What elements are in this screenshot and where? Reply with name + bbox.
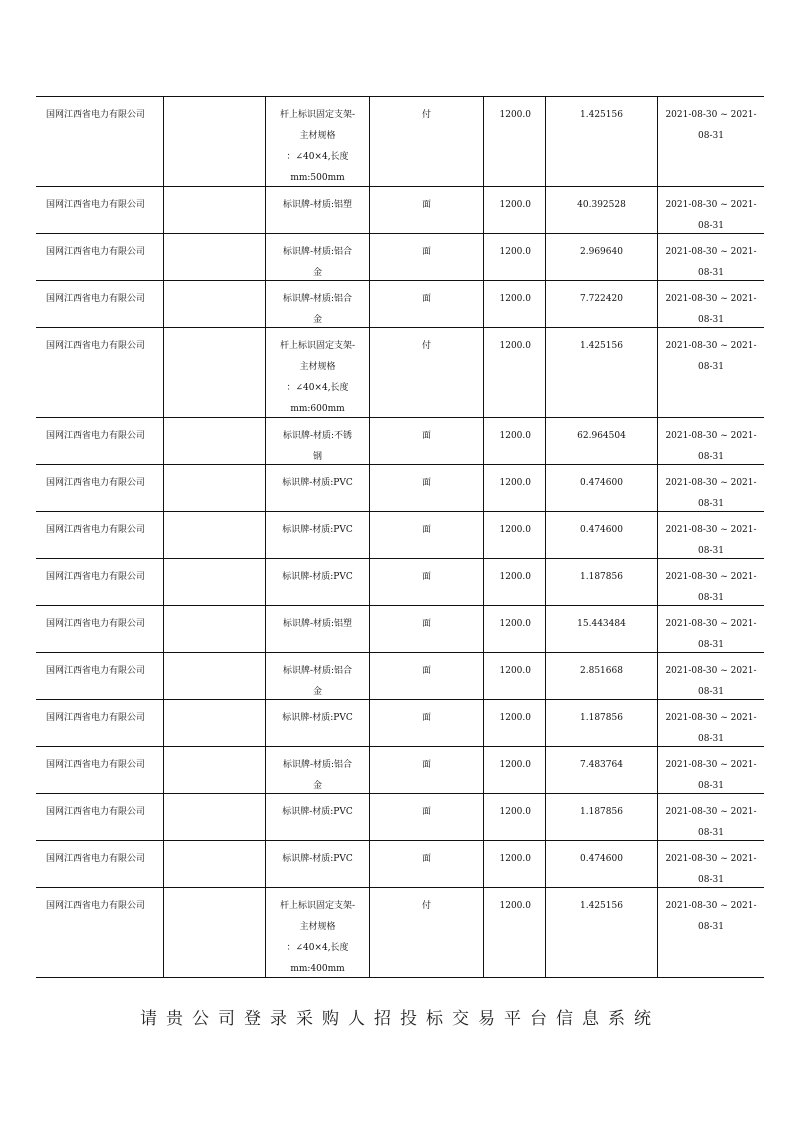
table-row [36, 465, 764, 512]
period-line: 2021-08-30 ~ 2021- [665, 901, 757, 911]
blank-cell [163, 281, 265, 327]
company-cell: 国网江西省电力有限公司 [46, 247, 146, 257]
blank-cell [163, 747, 265, 793]
material-cell [265, 653, 369, 699]
period-line: 2021-08-30 ~ 2021- [665, 200, 757, 210]
quantity-cell: 1200.0 [483, 653, 545, 699]
material-line: 杆上标识固定支架- [279, 341, 356, 351]
material-line: mm:400mm [290, 964, 345, 974]
period-line: 2021-08-30 ~ 2021- [665, 478, 757, 488]
period-cell [657, 97, 764, 186]
material-line: 金 [312, 268, 322, 278]
table-row [36, 328, 764, 418]
quantity-cell: 1200.0 [483, 794, 545, 840]
period-line: 08-31 [698, 268, 724, 278]
quantity-cell: 1200.0 [483, 234, 545, 280]
period-cell [657, 888, 764, 977]
company-cell: 国网江西省电力有限公司 [46, 341, 146, 351]
material-cell [265, 747, 369, 793]
procurement-table [36, 96, 764, 978]
quantity-cell: 1200.0 [483, 747, 545, 793]
material-cell [265, 418, 369, 464]
period-line: 08-31 [698, 593, 724, 603]
unit-cell: 面 [369, 653, 483, 699]
price-cell: 15.443484 [545, 606, 657, 652]
table-row [36, 606, 764, 653]
quantity-cell: 1200.0 [483, 559, 545, 605]
period-line: 2021-08-30 ~ 2021- [665, 431, 757, 441]
period-line: 08-31 [698, 546, 724, 556]
material-line: mm:600mm [290, 404, 345, 414]
unit-cell: 面 [369, 187, 483, 233]
table-row [36, 187, 764, 234]
material-cell [265, 97, 369, 186]
material-line: 标识牌-材质:铝合 [282, 247, 353, 257]
material-cell [265, 187, 369, 233]
material-line: 标识牌-材质:PVC [282, 572, 353, 582]
period-line: 08-31 [698, 828, 724, 838]
period-cell [657, 747, 764, 793]
unit-cell: 面 [369, 794, 483, 840]
price-cell: 40.392528 [545, 187, 657, 233]
period-line: 2021-08-30 ~ 2021- [665, 854, 757, 864]
quantity-cell: 1200.0 [483, 700, 545, 746]
company-cell: 国网江西省电力有限公司 [46, 901, 146, 911]
table-row [36, 234, 764, 281]
period-line: 2021-08-30 ~ 2021- [665, 572, 757, 582]
material-line: 标识牌-材质:PVC [282, 854, 353, 864]
unit-cell: 面 [369, 747, 483, 793]
blank-cell [163, 559, 265, 605]
period-line: 2021-08-30 ~ 2021- [665, 760, 757, 770]
price-cell: 0.474600 [545, 841, 657, 887]
footer-notice: 请贵公司登录采购人招投标交易平台信息系统 [140, 1009, 660, 1029]
material-cell [265, 281, 369, 327]
table-row [36, 281, 764, 328]
period-line: 08-31 [698, 362, 724, 372]
material-line: 标识牌-材质:PVC [282, 478, 353, 488]
table-row [36, 96, 764, 187]
unit-cell: 面 [369, 281, 483, 327]
price-cell: 7.483764 [545, 747, 657, 793]
price-cell: 1.187856 [545, 559, 657, 605]
blank-cell [163, 465, 265, 511]
material-cell [265, 328, 369, 417]
unit-cell: 面 [369, 465, 483, 511]
unit-cell: 面 [369, 700, 483, 746]
material-line: 标识牌-材质:不锈 [282, 431, 353, 441]
quantity-cell: 1200.0 [483, 187, 545, 233]
blank-cell [163, 888, 265, 977]
price-cell: 1.187856 [545, 700, 657, 746]
material-line: 主材规格 [299, 922, 336, 932]
material-line: 标识牌-材质:铝合 [282, 294, 353, 304]
period-cell [657, 328, 764, 417]
material-line: ：∠40×4,长度 [286, 383, 349, 393]
company-cell: 国网江西省电力有限公司 [46, 572, 146, 582]
unit-cell: 面 [369, 606, 483, 652]
quantity-cell: 1200.0 [483, 888, 545, 977]
price-cell: 62.964504 [545, 418, 657, 464]
period-line: 2021-08-30 ~ 2021- [665, 247, 757, 257]
blank-cell [163, 328, 265, 417]
material-line: 金 [312, 687, 322, 697]
quantity-cell: 1200.0 [483, 465, 545, 511]
blank-cell [163, 794, 265, 840]
material-cell [265, 606, 369, 652]
quantity-cell: 1200.0 [483, 512, 545, 558]
period-cell [657, 418, 764, 464]
material-line: ：∠40×4,长度 [286, 943, 349, 953]
period-cell [657, 606, 764, 652]
period-cell [657, 841, 764, 887]
period-line: 08-31 [698, 452, 724, 462]
material-cell [265, 794, 369, 840]
period-line: 08-31 [698, 499, 724, 509]
period-cell [657, 653, 764, 699]
price-cell: 0.474600 [545, 512, 657, 558]
period-cell [657, 559, 764, 605]
table-row [36, 700, 764, 747]
material-line: 杆上标识固定支架- [279, 901, 356, 911]
company-cell: 国网江西省电力有限公司 [46, 200, 146, 210]
period-line: 08-31 [698, 131, 724, 141]
quantity-cell: 1200.0 [483, 418, 545, 464]
unit-cell: 面 [369, 418, 483, 464]
material-line: 标识牌-材质:PVC [282, 713, 353, 723]
blank-cell [163, 187, 265, 233]
unit-cell: 面 [369, 559, 483, 605]
unit-cell: 付 [369, 328, 483, 417]
period-cell [657, 794, 764, 840]
material-cell [265, 888, 369, 977]
table-row [36, 653, 764, 700]
blank-cell [163, 841, 265, 887]
period-line: 08-31 [698, 781, 724, 791]
unit-cell: 付 [369, 888, 483, 977]
period-line: 2021-08-30 ~ 2021- [665, 525, 757, 535]
period-line: 2021-08-30 ~ 2021- [665, 713, 757, 723]
unit-cell: 付 [369, 97, 483, 186]
blank-cell [163, 653, 265, 699]
unit-cell: 面 [369, 234, 483, 280]
price-cell: 0.474600 [545, 465, 657, 511]
price-cell: 1.425156 [545, 888, 657, 977]
material-cell [265, 465, 369, 511]
material-line: 标识牌-材质:铝合 [282, 666, 353, 676]
material-line: 主材规格 [299, 131, 336, 141]
period-line: 2021-08-30 ~ 2021- [665, 666, 757, 676]
company-cell: 国网江西省电力有限公司 [46, 619, 146, 629]
unit-cell: 面 [369, 512, 483, 558]
period-cell [657, 234, 764, 280]
material-cell [265, 512, 369, 558]
period-cell [657, 281, 764, 327]
material-line: ：∠40×4,长度 [286, 152, 349, 162]
company-cell: 国网江西省电力有限公司 [46, 525, 146, 535]
material-cell [265, 559, 369, 605]
table-row [36, 841, 764, 888]
blank-cell [163, 512, 265, 558]
material-line: 金 [312, 315, 322, 325]
material-line: 标识牌-材质:铝合 [282, 760, 353, 770]
quantity-cell: 1200.0 [483, 606, 545, 652]
material-line: 标识牌-材质:铝塑 [282, 619, 353, 629]
period-line: 08-31 [698, 315, 724, 325]
period-line: 08-31 [698, 734, 724, 744]
period-line: 08-31 [698, 875, 724, 885]
company-cell: 国网江西省电力有限公司 [46, 713, 146, 723]
period-cell [657, 700, 764, 746]
material-line: 金 [312, 781, 322, 791]
period-cell [657, 512, 764, 558]
table-row [36, 794, 764, 841]
period-line: 08-31 [698, 221, 724, 231]
period-line: 2021-08-30 ~ 2021- [665, 619, 757, 629]
price-cell: 7.722420 [545, 281, 657, 327]
blank-cell [163, 606, 265, 652]
blank-cell [163, 97, 265, 186]
material-cell [265, 700, 369, 746]
company-cell: 国网江西省电力有限公司 [46, 110, 146, 120]
period-line: 08-31 [698, 922, 724, 932]
quantity-cell: 1200.0 [483, 328, 545, 417]
table-row [36, 418, 764, 465]
company-cell: 国网江西省电力有限公司 [46, 431, 146, 441]
company-cell: 国网江西省电力有限公司 [46, 807, 146, 817]
period-line: 2021-08-30 ~ 2021- [665, 110, 757, 120]
company-cell: 国网江西省电力有限公司 [46, 854, 146, 864]
material-line: 主材规格 [299, 362, 336, 372]
material-cell [265, 234, 369, 280]
table-row [36, 512, 764, 559]
price-cell: 2.851668 [545, 653, 657, 699]
price-cell: 2.969640 [545, 234, 657, 280]
period-line: 08-31 [698, 640, 724, 650]
material-line: mm:500mm [290, 173, 345, 183]
company-cell: 国网江西省电力有限公司 [46, 478, 146, 488]
table-row [36, 747, 764, 794]
material-line: 杆上标识固定支架- [279, 110, 356, 120]
blank-cell [163, 234, 265, 280]
table-row [36, 888, 764, 978]
material-line: 标识牌-材质:铝塑 [282, 200, 353, 210]
material-line: 标识牌-材质:PVC [282, 807, 353, 817]
period-line: 08-31 [698, 687, 724, 697]
blank-cell [163, 418, 265, 464]
period-cell [657, 465, 764, 511]
quantity-cell: 1200.0 [483, 97, 545, 186]
period-line: 2021-08-30 ~ 2021- [665, 341, 757, 351]
company-cell: 国网江西省电力有限公司 [46, 760, 146, 770]
quantity-cell: 1200.0 [483, 281, 545, 327]
period-line: 2021-08-30 ~ 2021- [665, 294, 757, 304]
price-cell: 1.187856 [545, 794, 657, 840]
material-line: 标识牌-材质:PVC [282, 525, 353, 535]
quantity-cell: 1200.0 [483, 841, 545, 887]
period-cell [657, 187, 764, 233]
period-line: 2021-08-30 ~ 2021- [665, 807, 757, 817]
unit-cell: 面 [369, 841, 483, 887]
company-cell: 国网江西省电力有限公司 [46, 294, 146, 304]
company-cell: 国网江西省电力有限公司 [46, 666, 146, 676]
blank-cell [163, 700, 265, 746]
material-line: 钢 [312, 452, 322, 462]
price-cell: 1.425156 [545, 328, 657, 417]
price-cell: 1.425156 [545, 97, 657, 186]
material-cell [265, 841, 369, 887]
table-row [36, 559, 764, 606]
